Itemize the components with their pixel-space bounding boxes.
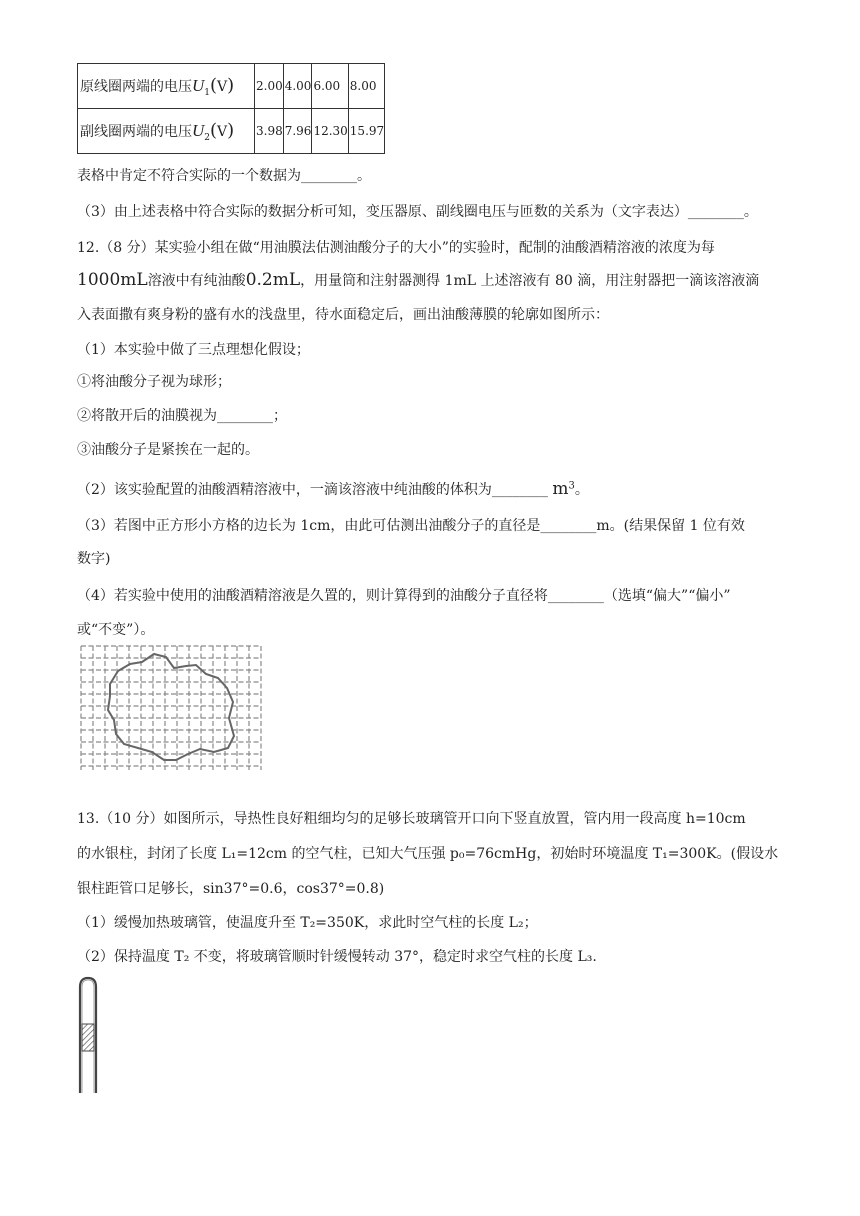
question-line: 1000mL溶液中有纯油酸0.2mL，用量筒和注射器测得 1mL 上述溶液有 80 滴，用注射器把一滴该溶液滴 xyxy=(77,270,760,290)
table-cell: 6.00 xyxy=(312,64,348,109)
table-cell: 7.96 xyxy=(283,109,312,154)
question-line: （3）若图中正方形小方格的边长为 1cm，由此可估测出油酸分子的直径是________m。(结果保留 1 位有效 xyxy=(77,518,745,534)
table-cell: 3.98 xyxy=(255,109,284,154)
question-line: ①将油酸分子视为球形； xyxy=(77,374,231,390)
question-line: 入表面撒有爽身粉的盛有水的浅盘里，待水面稳定后，画出油酸薄膜的轮廓如图所示： xyxy=(77,307,609,323)
question-line: ③油酸分子是紧挨在一起的。 xyxy=(77,442,259,458)
table-row-label: 副线圈两端的电压$U_2(V)$ xyxy=(78,109,255,154)
table-cell: 4.00 xyxy=(283,64,312,109)
question-line: （2）保持温度 T₂ 不变，将玻璃管顺时针缓慢转动 37°，稳定时求空气柱的长度 L₃. xyxy=(77,949,597,965)
question-line: 数字) xyxy=(77,551,111,567)
table-cell: 2.00 xyxy=(255,64,284,109)
question-line: 表格中肯定不符合实际的一个数据为________。 xyxy=(77,168,371,184)
table-cell: 15.97 xyxy=(348,109,384,154)
question-line: 12.（8 分）某实验小组在做“用油膜法估测油酸分子的大小”的实验时，配制的油酸酒精溶液的浓度为每 xyxy=(77,240,715,256)
question-line: 或“不变”）。 xyxy=(77,622,155,638)
question-line: 的水银柱，封闭了长度 L₁=12cm 的空气柱，已知大气压强 p₀=76cmHg，初始时环境温度 T₁=300K。(假设水 xyxy=(77,846,779,862)
table-row-label: 原线圈两端的电压$U_1(V)$ xyxy=(78,64,255,109)
question-line: ②将散开后的油膜视为________； xyxy=(77,408,287,424)
question-line: （3）由上述表格中符合实际的数据分析可知，变压器原、副线圈电压与匝数的关系为（文字表达）________。 xyxy=(77,204,758,220)
question-line: （1）本实验中做了三点理想化假设； xyxy=(77,342,310,358)
question-line: （1）缓慢加热玻璃管，使温度升至 T₂=350K，求此时空气柱的长度 L₂； xyxy=(77,915,538,931)
table-row xyxy=(78,109,385,154)
question-line: （2）该实验配置的油酸酒精溶液中，一滴该溶液中纯油酸的体积为________ $m^3$。 xyxy=(77,479,589,499)
question-line: 银柱距管口足够长，sin37°=0.6，cos37°=0.8) xyxy=(77,881,385,897)
voltage-table xyxy=(77,63,385,154)
table-cell: 8.00 xyxy=(348,64,384,109)
glass-tube-figure xyxy=(74,975,104,1097)
question-line: （4）若实验中使用的油酸酒精溶液是久置的，则计算得到的油酸分子直径将________（选填“偏大”“偏小” xyxy=(77,588,731,604)
question-line: 13.（10 分）如图所示，导热性良好粗细均匀的足够长玻璃管开口向下竖直放置，管内用一段高度 h=10cm xyxy=(77,811,746,827)
oil-film-grid-figure xyxy=(78,644,264,772)
table-row xyxy=(78,64,385,109)
mercury-column xyxy=(82,1024,94,1051)
table-cell: 12.30 xyxy=(312,109,348,154)
